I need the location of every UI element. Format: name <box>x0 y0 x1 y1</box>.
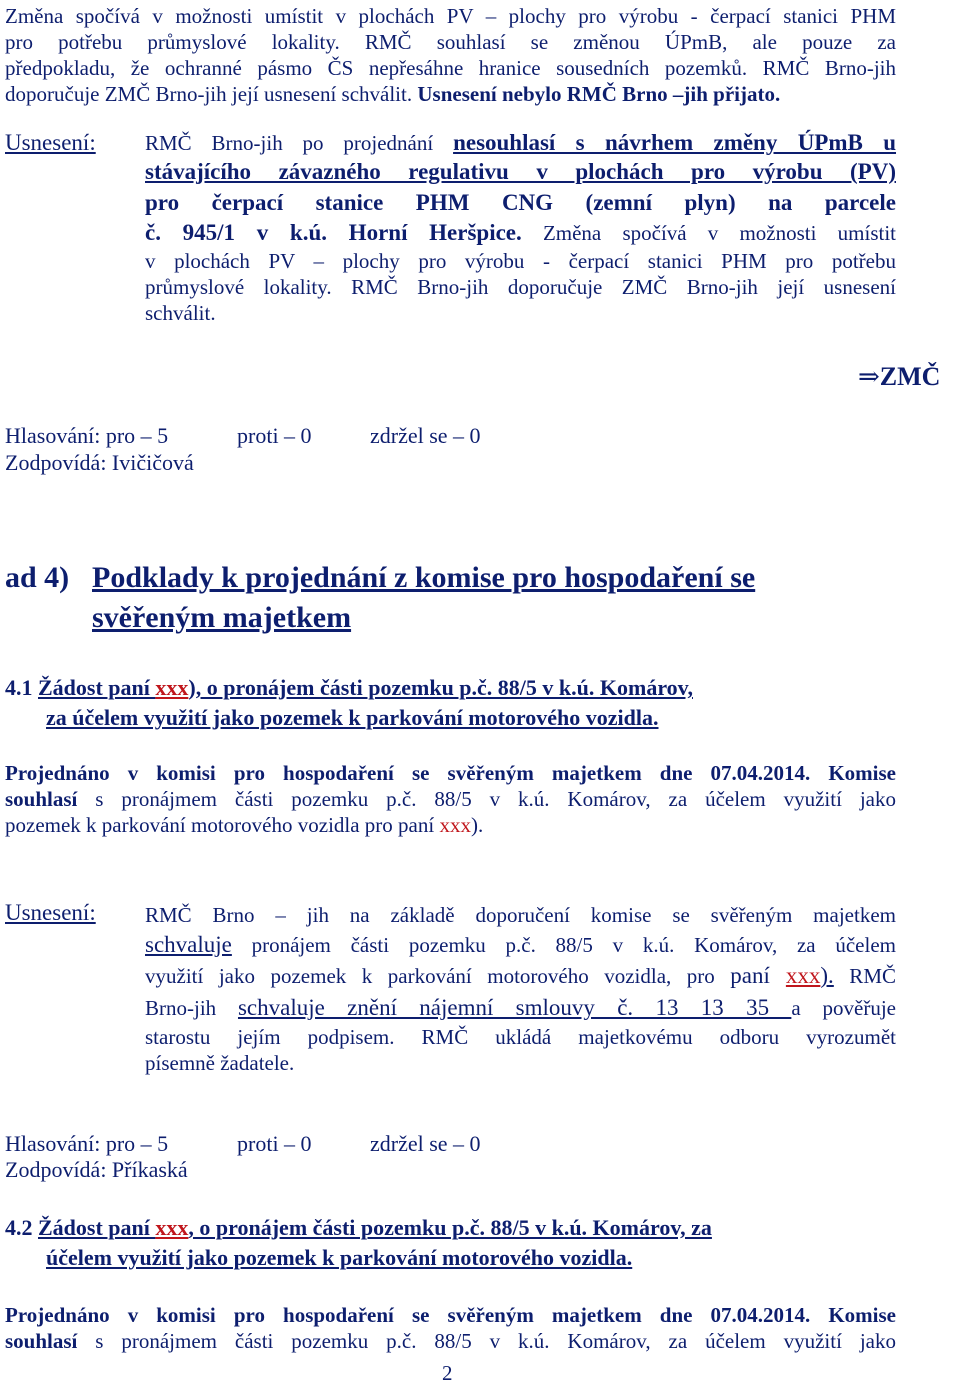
intro-paragraph <box>5 3 896 107</box>
resolution-label: Usnesení: <box>5 130 96 155</box>
responsible-person: Zodpovídá: Příkaská <box>5 1157 188 1182</box>
item-line: Projednáno v komisi pro hospodaření se svěřeným majetkem dne 07.04.2014. Komise <box>5 1303 896 1327</box>
item-paragraph <box>5 1302 896 1354</box>
item-heading: účelem využití jako pozemek k parkování motorového vozidla. <box>46 1245 633 1270</box>
resolution-line: pro čerpací stanice PHM CNG (zemní plyn) na parcele <box>145 190 896 215</box>
item-line: Projednáno v komisi pro hospodaření se svěřeným majetkem dne 07.04.2014. Komise <box>5 761 896 785</box>
resolution-line: Brno-jih schvaluje znění nájemní smlouvy č. 13 13 35 a pověřuje <box>145 995 896 1020</box>
vote-against: proti – 0 <box>237 1131 312 1156</box>
intro-line: Změna spočívá v možnosti umístit v plochách PV – plochy pro výrobu - čerpací stanici PHM <box>5 4 896 28</box>
resolution-line: v plochách PV – plochy pro výrobu - čerpací stanici PHM pro potřebu <box>145 249 896 273</box>
resolution-line: RMČ Brno-jih po projednání nesouhlasí s návrhem změny ÚPmB u <box>145 130 897 155</box>
redacted-name: xxx <box>155 675 189 700</box>
resolution-label: Usnesení: <box>5 900 96 925</box>
section-title: svěřeným majetkem <box>92 601 352 634</box>
vote-abstain: zdržel se – 0 <box>370 423 481 448</box>
resolution-line: písemně žadatele. <box>145 1051 295 1075</box>
forward-to-zmc: ⇒ZMČ <box>858 362 941 391</box>
resolution-line: využití jako pozemek k parkování motorového vozidla, pro paní xxx). RMČ <box>145 963 896 988</box>
item-line: souhlasí s pronájmem části pozemku p.č. 88/5 v k.ú. Komárov, za účelem využití jako <box>5 1329 896 1353</box>
resolution-text <box>145 900 896 1076</box>
vote-for: Hlasování: pro – 5 <box>5 423 169 448</box>
resolution-line: starostu jejím podpisem. RMČ ukládá majetkovému odboru vyrozumět <box>145 1025 896 1049</box>
resolution-text <box>145 130 896 326</box>
responsible-person: Zodpovídá: Ivičičová <box>5 450 194 475</box>
resolution-line: č. 945/1 v k.ú. Horní Heršpice. Změna spočívá v možnosti umístit <box>145 220 896 245</box>
item-line: souhlasí s pronájmem části pozemku p.č. 88/5 v k.ú. Komárov, za účelem využití jako <box>5 787 896 811</box>
vote-against: proti – 0 <box>237 423 312 448</box>
item-heading: 4.2 Žádost paní xxx, o pronájem části pozemku p.č. 88/5 v k.ú. Komárov, za <box>5 1215 712 1240</box>
item-line: pozemek k parkování motorového vozidla pro paní xxx). <box>5 813 484 837</box>
resolution-line: RMČ Brno – jih na základě doporučení komise se svěřeným majetkem <box>145 903 896 927</box>
item-heading: za účelem využití jako pozemek k parkování motorového vozidla. <box>46 705 659 730</box>
resolution-line: schválit. <box>145 301 216 325</box>
resolution-line: stávajícího závazného regulativu v plochách pro výrobu (PV) <box>145 159 896 184</box>
section-prefix: ad 4) <box>5 561 70 594</box>
resolution-line: průmyslové lokality. RMČ Brno-jih doporučuje ZMČ Brno-jih její usnesení <box>145 275 896 299</box>
intro-not-adopted: Usnesení nebylo RMČ Brno –jih přijato. <box>417 82 781 106</box>
section-title: Podklady k projednání z komise pro hospodaření se <box>92 561 756 594</box>
intro-line: předpokladu, že ochranné pásmo ČS nepřesáhne hranice sousedních pozemků. RMČ Brno-jih <box>5 56 896 80</box>
item-heading: 4.1 Žádost paní xxx), o pronájem části pozemku p.č. 88/5 v k.ú. Komárov, <box>5 675 693 700</box>
page-number: 2 <box>442 1361 453 1385</box>
arrow-icon: ⇒ <box>858 362 880 391</box>
vote-abstain: zdržel se – 0 <box>370 1131 481 1156</box>
vote-for: Hlasování: pro – 5 <box>5 1131 169 1156</box>
resolution-line: schvaluje pronájem části pozemku p.č. 88/5 v k.ú. Komárov, za účelem <box>145 932 896 957</box>
redacted-name: xxx <box>785 963 821 988</box>
intro-line: pro potřebu průmyslové lokality. RMČ souhlasí se změnou ÚPmB, ale pouze za <box>5 30 896 54</box>
intro-line: doporučuje ZMČ Brno-jih její usnesení schválit. Usnesení nebylo RMČ Brno –jih přijato. <box>5 82 781 106</box>
redacted-name: xxx <box>155 1215 189 1240</box>
redacted-name: xxx <box>439 813 471 837</box>
item-paragraph <box>5 760 896 838</box>
